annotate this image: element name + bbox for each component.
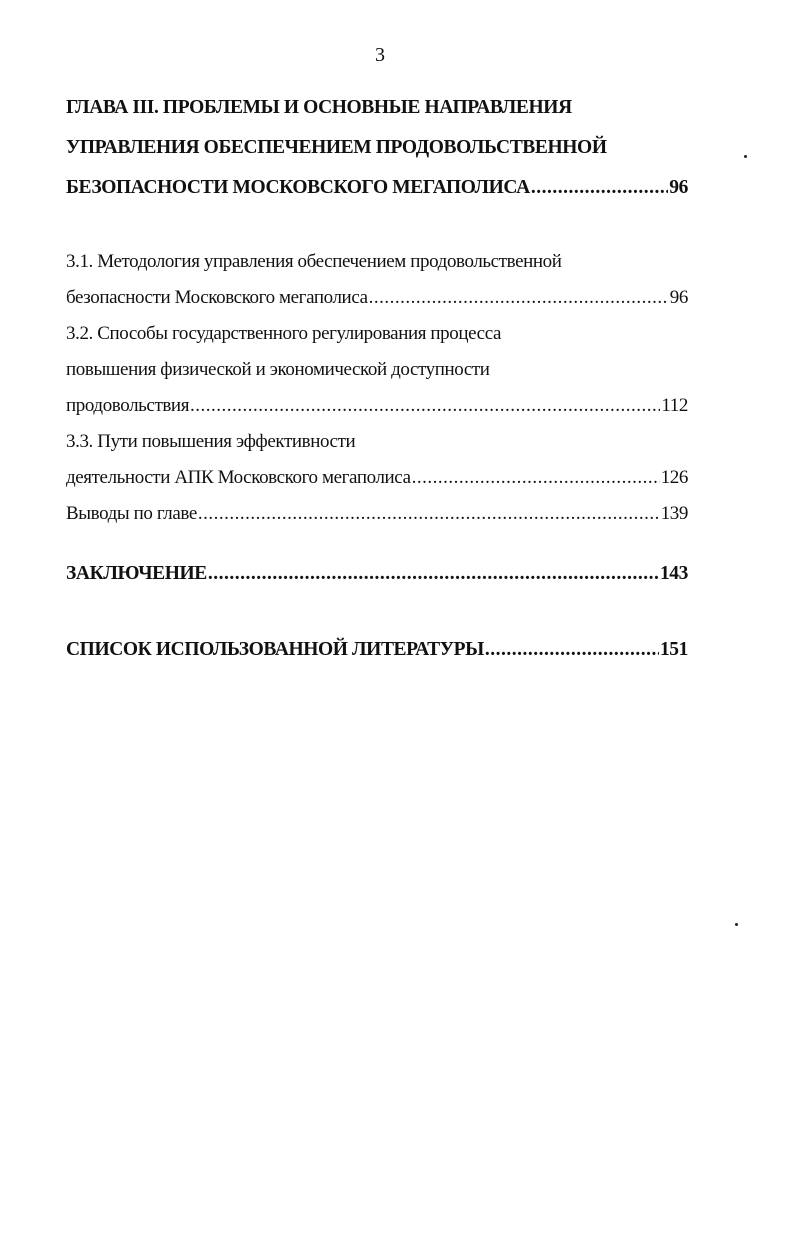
table-of-contents [66, 88, 688, 670]
section-page-ref: 126 [660, 467, 688, 488]
chapter-title-text: БЕЗОПАСНОСТИ МОСКОВСКОГО МЕГАПОЛИСА [66, 177, 530, 198]
section-text: 3.1. Методология управления обеспечением продовольственной [66, 251, 562, 272]
toc-section-line [66, 316, 688, 352]
conclusion-page-ref: 143 [659, 563, 688, 584]
spacer [66, 532, 688, 554]
dot-leader [190, 388, 660, 424]
toc-section-entry[interactable] [66, 496, 688, 532]
page-number: 3 [375, 44, 385, 66]
spacer [66, 594, 688, 630]
toc-section-entry[interactable] [66, 388, 688, 424]
toc-section-line [66, 424, 688, 460]
scan-speck [735, 923, 738, 926]
dot-leader [485, 630, 659, 670]
dot-leader [412, 460, 660, 496]
chapter-title-entry[interactable] [66, 168, 688, 208]
section-text: деятельности АПК Московского мегаполиса [66, 467, 411, 488]
dot-leader [198, 496, 660, 532]
section-text: 3.2. Способы государственного регулирования процесса [66, 323, 501, 344]
toc-section-line [66, 244, 688, 280]
section-page-ref: 112 [661, 395, 688, 416]
section-page-ref: 139 [660, 503, 688, 524]
scan-speck [744, 155, 747, 158]
bibliography-title: СПИСОК ИСПОЛЬЗОВАННОЙ ЛИТЕРАТУРЫ [66, 639, 484, 660]
dot-leader [531, 168, 668, 208]
chapter-title-text: ГЛАВА III. ПРОБЛЕМЫ И ОСНОВНЫЕ НАПРАВЛЕНИЯ [66, 97, 572, 118]
section-text: продовольствия [66, 395, 190, 416]
section-text: Выводы по главе [66, 503, 197, 524]
section-text: безопасности Московского мегаполиса [66, 287, 368, 308]
section-text: повышения физической и экономической доступности [66, 359, 490, 380]
toc-section-entry[interactable] [66, 460, 688, 496]
toc-section-entry[interactable] [66, 280, 688, 316]
section-text: 3.3. Пути повышения эффективности [66, 431, 356, 452]
dot-leader [208, 554, 659, 594]
bibliography-page-ref: 151 [659, 639, 688, 660]
toc-bibliography-entry[interactable] [66, 630, 688, 670]
section-page-ref: 96 [669, 287, 688, 308]
chapter-title-line [66, 128, 688, 168]
toc-section-line [66, 352, 688, 388]
chapter-title-line [66, 88, 688, 128]
toc-conclusion-entry[interactable] [66, 554, 688, 594]
dot-leader [369, 280, 669, 316]
chapter-page-ref: 96 [669, 177, 688, 198]
spacer [66, 208, 688, 244]
conclusion-title: ЗАКЛЮЧЕНИЕ [66, 563, 207, 584]
chapter-title-text: УПРАВЛЕНИЯ ОБЕСПЕЧЕНИЕМ ПРОДОВОЛЬСТВЕННОЙ [66, 137, 607, 158]
